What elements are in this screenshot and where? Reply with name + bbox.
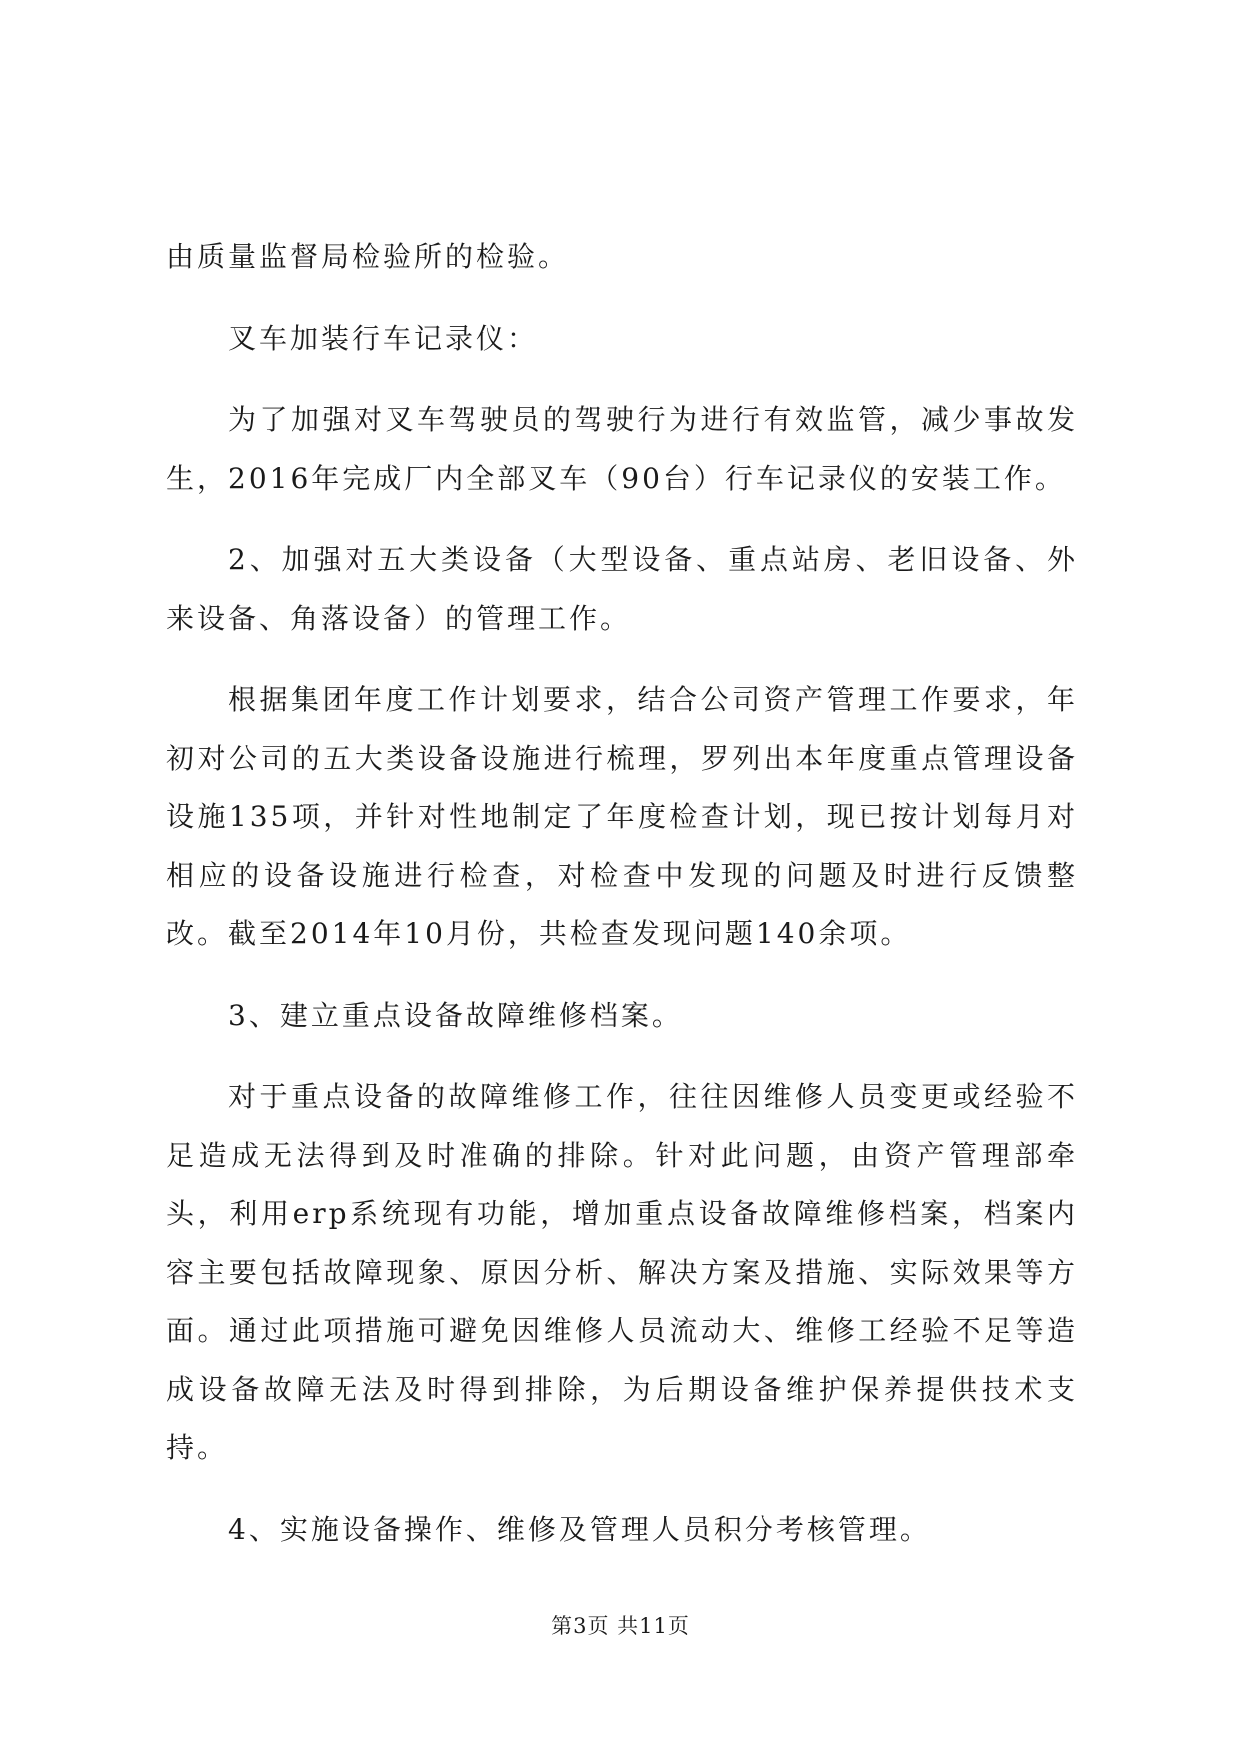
page-number-footer: 第3页 共11页 [551,1614,690,1638]
paragraph-heading-points-assessment: 4、实施设备操作、维修及管理人员积分考核管理。 [228,1512,931,1546]
paragraph-heading-five-categories: 2、加强对五大类设备（大型设备、重点站房、老旧设备、外来设备、角落设备）的管理工作。 [166,543,1078,635]
paragraph-repair-archive: 对于重点设备的故障维修工作，往往因维修人员变更或经验不足造成无法得到及时准确的排除。针对此问题，由资产管理部牵头，利用erp系统现有功能，增加重点设备故障维修档案，档案内容主要包括故障现象、原因分析、解决方案及措施、实际效果等方面。通过此项措施可避免因维修人员流动大、维修工经验不足等造成设备故障无法及时得到排除，为后期设备维护保养提供技术支持。 [166,1080,1078,1464]
paragraph-forklift-recorder: 为了加强对叉车驾驶员的驾驶行为进行有效监管，减少事故发生，2016年完成厂内全部叉车（90台）行车记录仪的安装工作。 [166,403,1078,495]
document-body [166,228,1078,1582]
paragraph-five-categories: 根据集团年度工作计划要求，结合公司资产管理工作要求，年初对公司的五大类设备设施进行梳理，罗列出本年度重点管理设备设施135项，并针对性地制定了年度检查计划，现已按计划每月对相应的设备设施进行检查，对检查中发现的问题及时进行反馈整改。截至2014年10月份，共检查发现问题140余项。 [166,683,1078,950]
paragraph-continuation: 由质量监督局检验所的检验。 [166,240,570,273]
paragraph-heading-repair-archive: 3、建立重点设备故障维修档案。 [228,998,683,1032]
paragraph-heading-forklift-recorder: 叉车加装行车记录仪： [228,321,539,355]
